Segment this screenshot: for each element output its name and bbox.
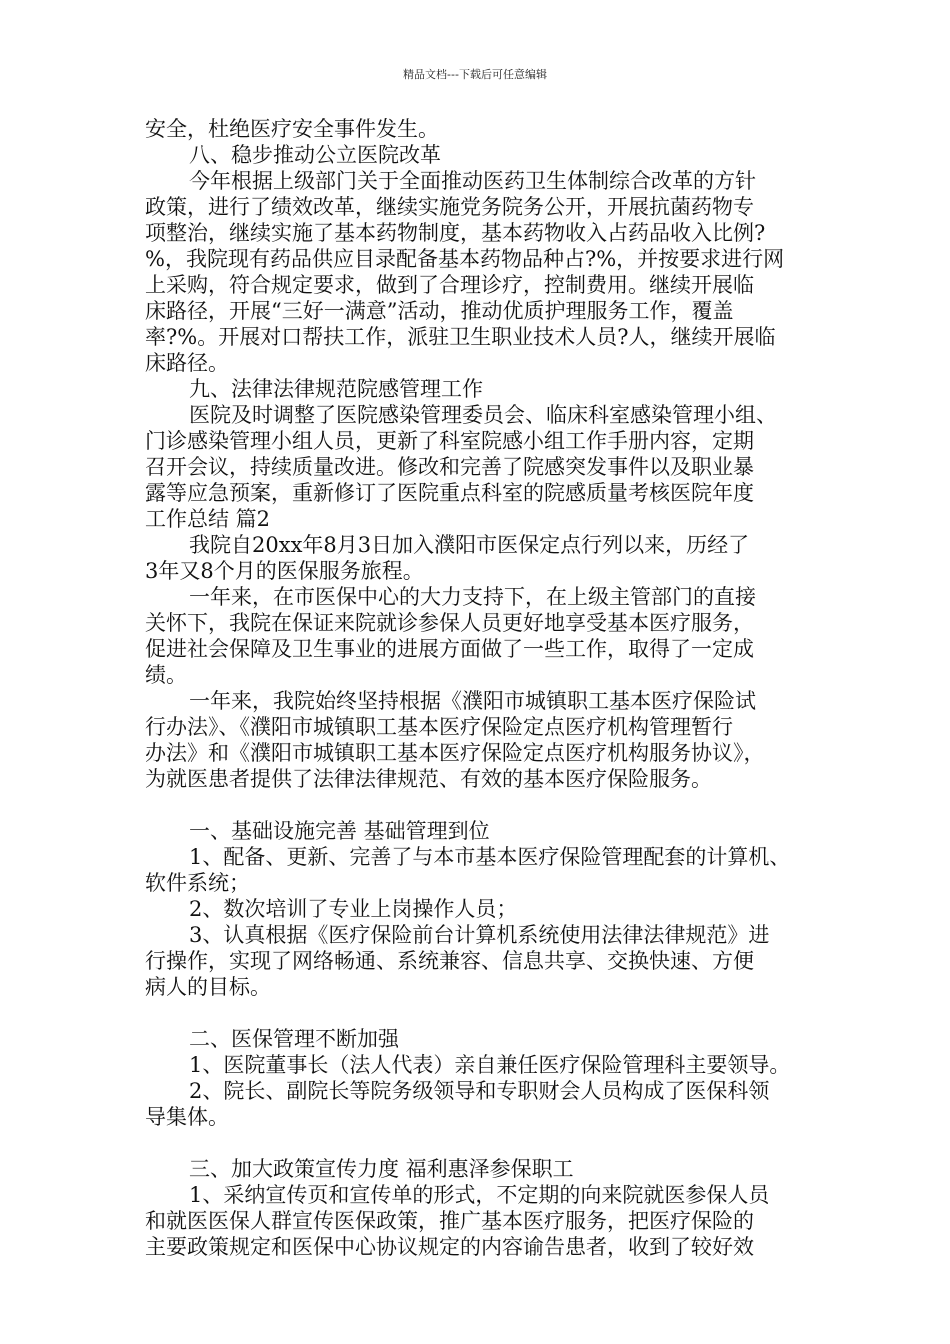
text-line: 安全，杜绝医疗安全事件发生。 (145, 117, 439, 141)
text-line: 八、稳步推动公立医院改革 (189, 143, 441, 167)
text-line: 项整治，继续实施了基本药物制度，基本药物收入占药品收入比例? (145, 221, 766, 245)
text-line: 2、数次培训了专业上岗操作人员； (189, 897, 518, 921)
document-body (145, 116, 805, 1260)
text-line: 办法》和《濮阳市城镇职工基本医疗保险定点医疗机构服务协议》， (145, 741, 765, 765)
page-header-note: 精品文档---下载后可任意编辑 (403, 68, 547, 81)
text-line: 2、院长、副院长等院务级领导和专职财会人员构成了医保科领 (189, 1079, 770, 1103)
text-line: %，我院现有药品供应目录配备基本药物品种占?%，并按要求进行网 (145, 247, 785, 271)
text-line: 3、认真根据《医疗保险前台计算机系统使用法律法律规范》进 (189, 923, 770, 947)
text-line: 二、医保管理不断加强 (189, 1027, 399, 1051)
text-line: 软件系统； (145, 871, 250, 895)
text-line: 一年来，在市医保中心的大力支持下，在上级主管部门的直接 (189, 585, 756, 609)
text-line: 政策，进行了绩效改革，继续实施党务院务公开，开展抗菌药物专 (145, 195, 754, 219)
text-line: 三、加大政策宣传力度 福利惠泽参保职工 (189, 1157, 574, 1181)
text-line: 为就医患者提供了法律法律规范、有效的基本医疗保险服务。 (145, 767, 712, 791)
blank-line (145, 1000, 805, 1026)
text-line: 关怀下，我院在保证来院就诊参保人员更好地享受基本医疗服务， (145, 611, 754, 635)
text-line: 率?%。开展对口帮扶工作，派驻卫生职业技术人员?人，继续开展临 (145, 325, 776, 349)
text-line: 工作总结 篇2 (145, 507, 271, 531)
text-line: 一、基础设施完善 基础管理到位 (189, 819, 490, 843)
text-line: 行办法》、《濮阳市城镇职工基本医疗保险定点医疗机构管理暂行 (145, 715, 733, 739)
blank-line (145, 1130, 805, 1156)
text-line: 床路径。 (145, 351, 229, 375)
text-line: 导集体。 (145, 1105, 229, 1129)
text-line: 3年又8个月的医保服务旅程。 (145, 559, 424, 583)
text-line: 和就医医保人群宣传医保政策，推广基本医疗服务，把医疗保险的 (145, 1209, 754, 1233)
text-line: 床路径，开展“三好一满意”活动，推动优质护理服务工作，覆盖 (145, 299, 734, 323)
text-line: 召开会议，持续质量改进。修改和完善了院感突发事件以及职业暴 (145, 455, 754, 479)
text-line: 绩。 (145, 663, 187, 687)
text-line: 1、采纳宣传页和宣传单的形式，不定期的向来院就医参保人员 (189, 1183, 770, 1207)
text-line: 我院自20xx年8月3日加入濮阳市医保定点行列以来，历经了 (189, 533, 750, 557)
text-line: 主要政策规定和医保中心协议规定的内容谕告患者，收到了较好效 (145, 1235, 754, 1259)
text-line: 露等应急预案，重新修订了医院重点科室的院感质量考核医院年度 (145, 481, 754, 505)
text-line: 医院及时调整了医院感染管理委员会、临床科室感染管理小组、 (189, 403, 777, 427)
text-line: 门诊感染管理小组人员，更新了科室院感小组工作手册内容，定期 (145, 429, 754, 453)
text-line: 一年来，我院始终坚持根据《濮阳市城镇职工基本医疗保险试 (189, 689, 756, 713)
text-line: 行操作，实现了网络畅通、系统兼容、信息共享、交换快速、方便 (145, 949, 754, 973)
text-line: 病人的目标。 (145, 975, 271, 999)
text-line: 今年根据上级部门关于全面推动医药卫生体制综合改革的方针 (189, 169, 756, 193)
text-line: 上采购，符合规定要求，做到了合理诊疗，控制费用。继续开展临 (145, 273, 754, 297)
text-line: 1、配备、更新、完善了与本市基本医疗保险管理配套的计算机、 (189, 845, 791, 869)
blank-line (145, 792, 805, 818)
text-line: 九、法律法律规范院感管理工作 (189, 377, 483, 401)
text-line: 1、医院董事长（法人代表）亲自兼任医疗保险管理科主要领导。 (189, 1053, 791, 1077)
text-line: 促进社会保障及卫生事业的进展方面做了一些工作，取得了一定成 (145, 637, 754, 661)
